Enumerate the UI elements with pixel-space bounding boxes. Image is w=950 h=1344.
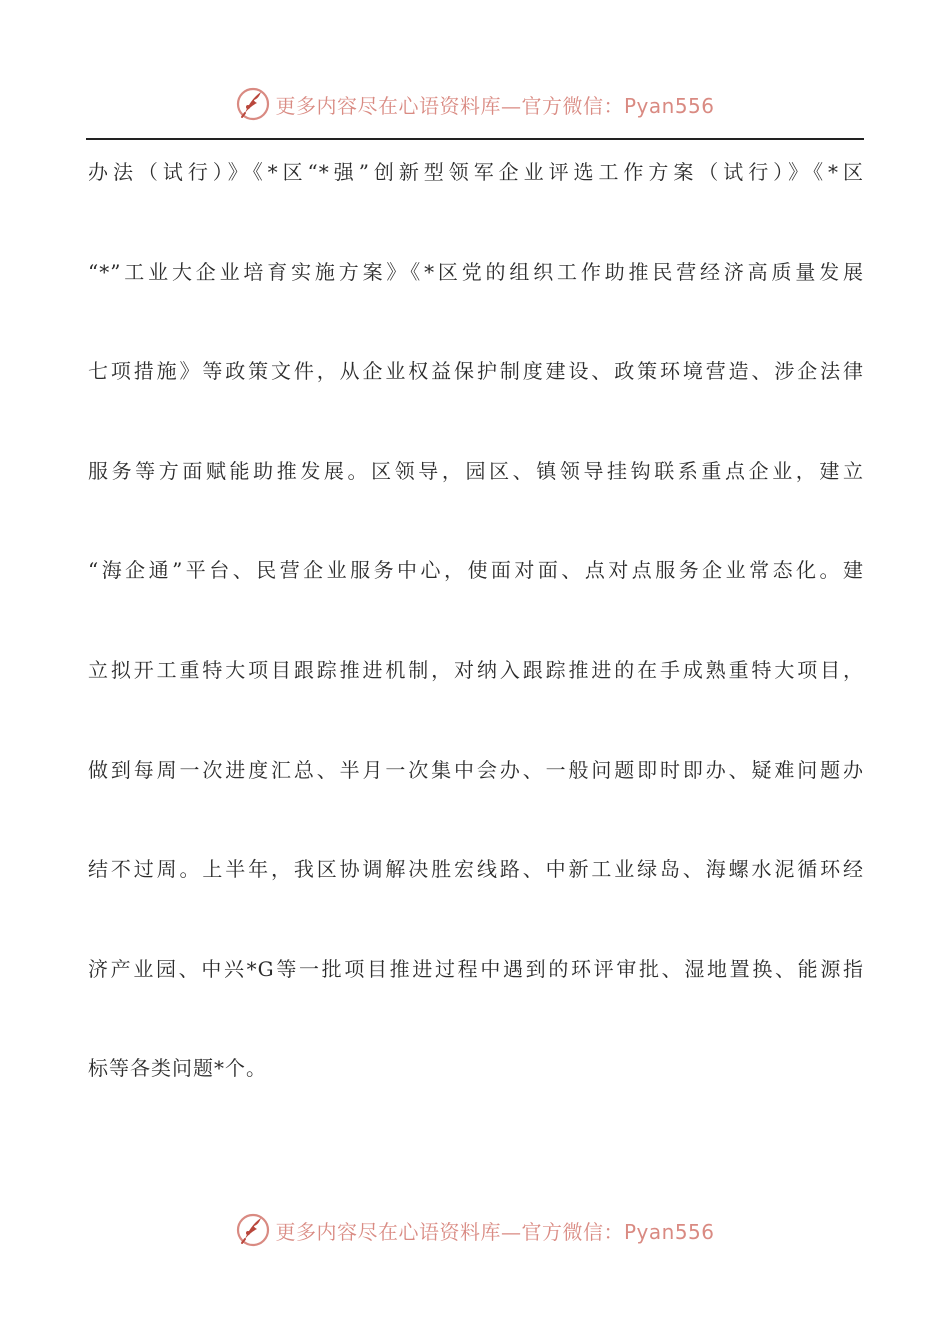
text-line: 七项措施》等政策文件，从企业权益保护制度建设、政策环境营造、涉企法律 xyxy=(88,359,864,384)
document-body xyxy=(88,140,864,1136)
text-line: 立拟开工重特大项目跟踪推进机制，对纳入跟踪推进的在手成熟重特大项目， xyxy=(88,657,864,682)
text-line: 做到每周一次进度汇总、半月一次集中会办、一般问题即时即办、疑难问题办 xyxy=(88,757,864,782)
text-line: 服务等方面赋能助推发展。区领导，园区、镇领导挂钩联系重点企业，建立 xyxy=(88,458,864,483)
header-wechat-id: Pyan556 xyxy=(623,93,715,118)
footer-wechat-id: Pyan556 xyxy=(623,1219,715,1244)
text-line: 办法（试行）》《*区“*强”创新型领军企业评选工作方案（试行）》《*区 xyxy=(88,160,864,184)
quill-logo-icon xyxy=(235,86,271,122)
header-banner xyxy=(0,82,950,126)
header-banner-text: 更多内容尽在心语资料库—官方微信：Pyan556 xyxy=(275,93,715,118)
text-line: 标等各类问题*个。 xyxy=(88,1056,267,1081)
text-line: 结不过周。上半年，我区协调解决胜宏线路、中新工业绿岛、海螺水泥循环经 xyxy=(88,857,864,882)
quill-logo-icon xyxy=(235,1212,271,1248)
text-line: “*”工业大企业培育实施方案》《*区党的组织工作助推民营经济高质量发展 xyxy=(88,259,864,284)
text-line: 济产业园、中兴*G等一批项目推进过程中遇到的环评审批、湿地置换、能源指 xyxy=(88,956,864,981)
footer-banner xyxy=(0,1208,950,1252)
footer-banner-text: 更多内容尽在心语资料库—官方微信：Pyan556 xyxy=(275,1219,715,1244)
text-line: “海企通”平台、民营企业服务中心，使面对面、点对点服务企业常态化。建 xyxy=(88,558,864,583)
